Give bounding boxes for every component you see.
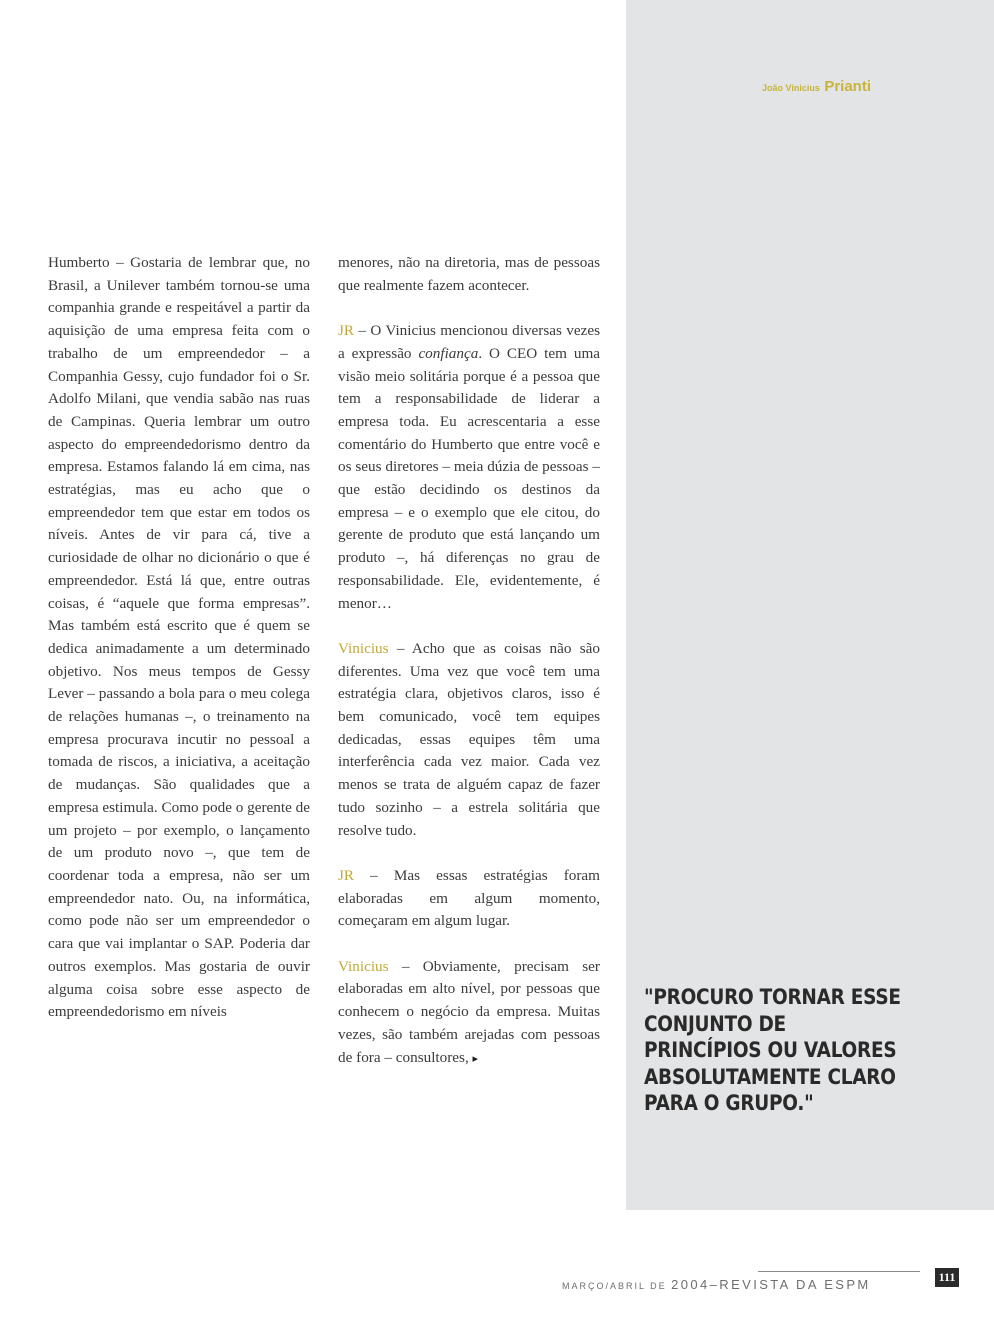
paragraph: menores, não na diretoria, mas de pessoas que realmente fazem acontecer. xyxy=(338,254,600,294)
page-footer xyxy=(562,1276,871,1294)
speaker-name: Vinicius xyxy=(338,639,389,657)
paragraph-text: – Acho que as coisas não são diferentes. Uma vez que você tem uma estratégia clara, objetivos claros, isso é bem comunicado, você tem equipes dedicadas, essas equipes têm uma interferência cada vez maior. Cada vez menos se trata de alguém capaz de fazer tudo sozinho – a estrela solitária que resolve tudo. xyxy=(338,639,600,839)
speaker-name: Humberto xyxy=(48,254,110,271)
footer-month: MARÇO/ABRIL DE xyxy=(562,1281,667,1291)
paragraph-text: . O CEO tem uma visão meio solitária porque é a pessoa que tem a responsabilidade de liderar a empresa toda. Eu acrescentaria a esse comentário do Humberto que entre você e os seus diretores – meia dúzia de pessoas – que estão decidindo os destinos da empresa – e o exemplo que ele citou, do gerente de produto que está lançando um produto –, há diferenças no grau de responsabilidade. Ele, evidentemente, é menor… xyxy=(338,344,601,612)
text-column-left xyxy=(48,252,310,1047)
speaker-name: JR xyxy=(338,322,355,340)
paragraph-text: – Gostaria de lembrar que, no Brasil, a Unilever também tornou-se uma companhia grande e respeitável a partir da aquisição de uma empresa feita com o trabalho de um empreendedor – a Companhia Gessy, cujo fundador foi o Sr. Adolfo Milani, que vendia sabão nas ruas de Campinas. Queria lembrar um outro aspecto do empreendedorismo dentro da empresa. Estamos falando lá em cima, nas estratégias, mas eu acho que o empreendedor tem que estar em todos os níveis. Antes de vir para cá, tive a curiosidade de olhar no dicionário o que é empreendedor. Está lá que, entre outras coisas, é “aquele que forma empresas”. Mas também está escrito que é quem se dedica animadamente a um determinado objetivo. Nos meus tempos de Gessy Lever – passando a bola para o meu colega de relações humanas –, o treinamento na empresa procurava incutir no pessoal a tomada de riscos, a iniciativa, a aceitação de mudanças. São qualidades que a empresa estimula. Como pode o gerente de um projeto – por exemplo, o lançamento de um produto novo –, que tem de coordenar toda a empresa, não ser um empreendedor nato. Ou, na informática, como pode não ser um empreendedor o cara que vai implantar o SAP. Poderia dar outros exemplos. Mas gostaria de ouvir alguma coisa sobre esse aspecto de empreendedorismo em níveis xyxy=(48,254,310,1021)
footer-rule xyxy=(758,1271,920,1272)
text-column-right xyxy=(338,252,600,1093)
paragraph-text: – Mas essas estratégias foram elaboradas em algum momento, começaram em algum lugar. xyxy=(338,866,600,930)
paragraph xyxy=(338,320,600,615)
paragraph-text: – O Vinicius mencionou diversas vezes a expressão xyxy=(338,322,600,362)
pull-quote: "PROCURO TORNAR ESSE CONJUNTO DE PRINCÍPIOS OU VALORES ABSOLUTAMENTE CLARO PARA O GRUPO." xyxy=(644,985,901,1115)
paragraph-text: – Obviamente, precisam ser elaboradas em alto nível, por pessoas que conhecem o negócio da empresa. Muitas vezes, são também arejadas com pessoas de fora – consultores, xyxy=(338,957,600,1066)
paragraph xyxy=(48,252,310,1024)
author-byline xyxy=(762,78,871,96)
paragraph xyxy=(338,865,600,933)
speaker-name: Vinicius xyxy=(338,957,389,975)
emphasis-word: confiança xyxy=(418,344,479,362)
paragraph xyxy=(338,638,600,842)
footer-publication: 2004–REVISTA DA ESPM xyxy=(671,1277,871,1292)
paragraph xyxy=(338,956,600,1071)
author-last-name: Prianti xyxy=(824,78,871,95)
author-first-names: João Vinicius xyxy=(762,83,820,93)
speaker-name: JR xyxy=(338,866,355,884)
continue-arrow-icon: ▸ xyxy=(472,1051,479,1065)
page-number: 111 xyxy=(935,1268,959,1287)
